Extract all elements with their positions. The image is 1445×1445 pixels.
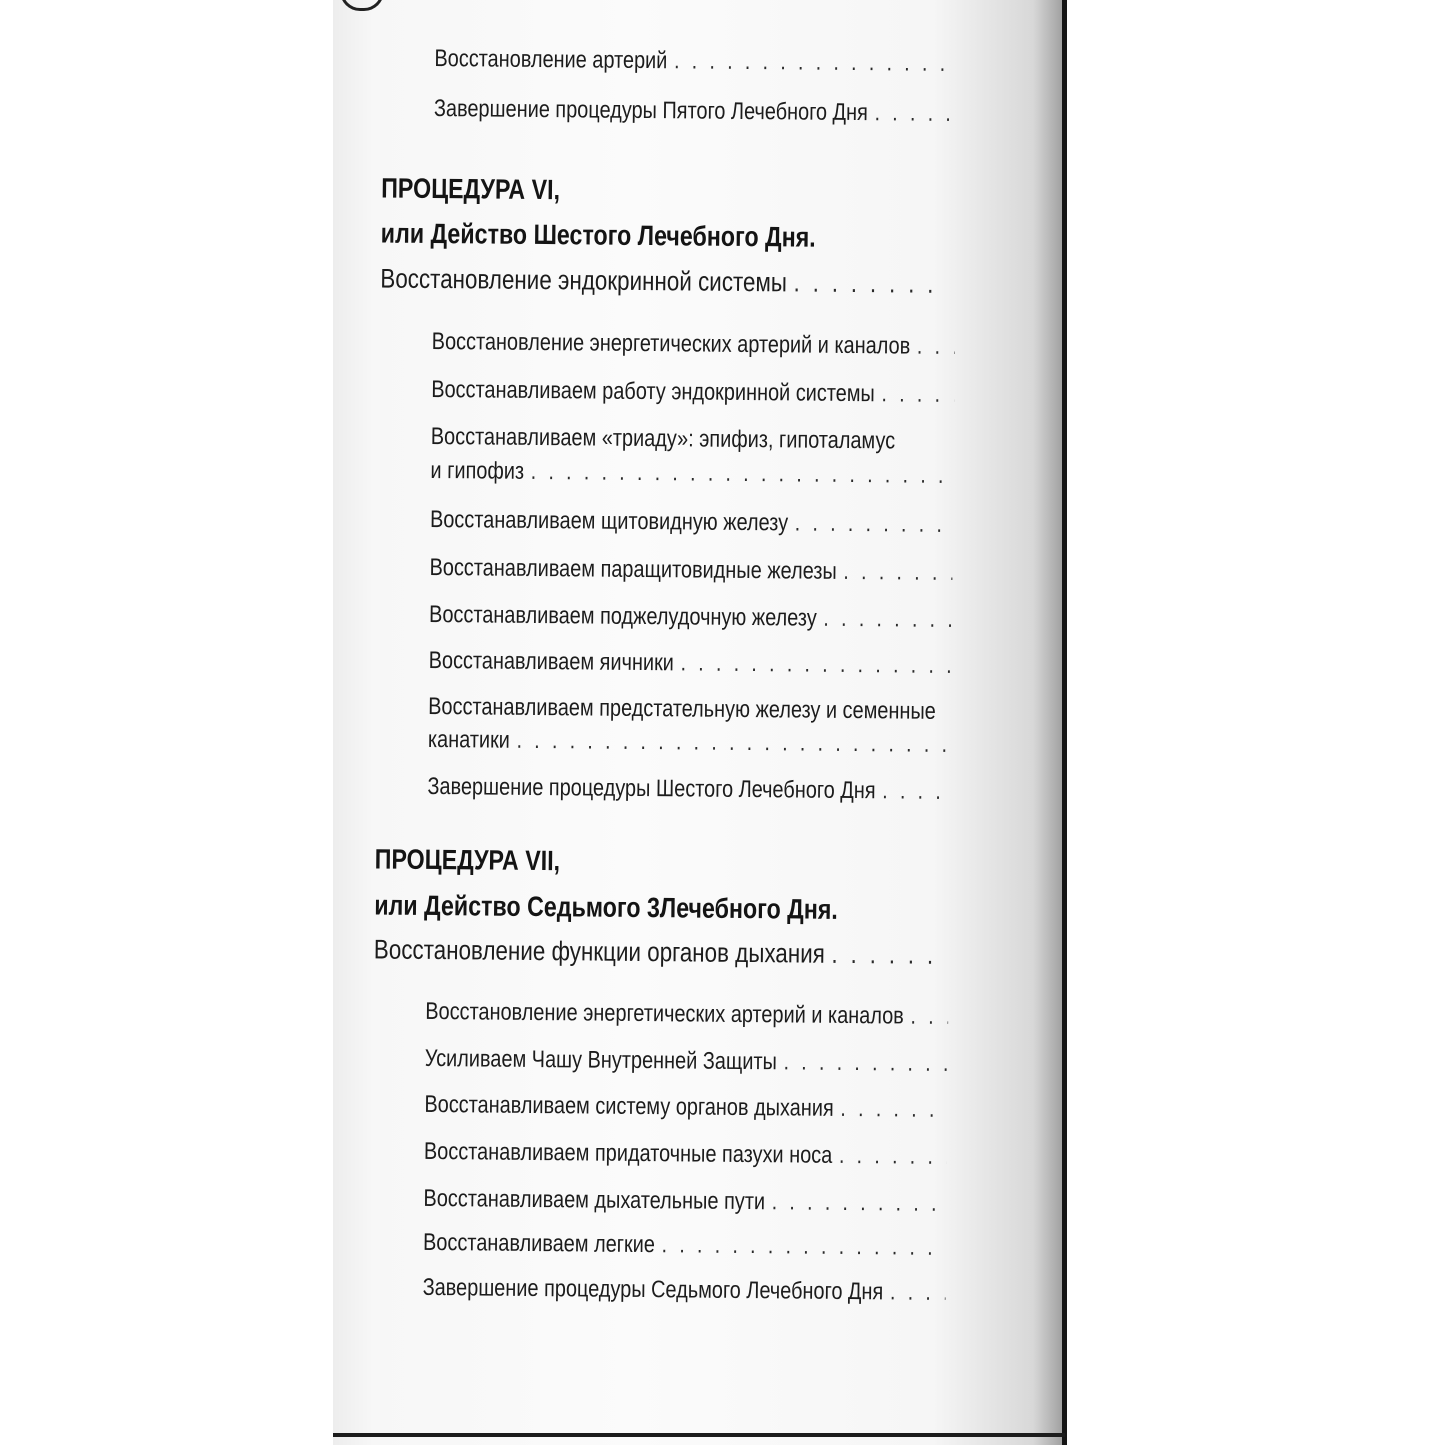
toc-entry [429,554,952,587]
toc-entry [425,998,948,1031]
toc-entry-title: Восстанавливаем легкие [422,1228,656,1259]
page-bottom-rule [333,1433,1065,1437]
dot-leader [874,99,957,128]
toc-entry-title: Восстанавливаем паращитовидные железы [429,553,837,585]
toc-entry [434,45,957,78]
dot-leader [793,267,946,299]
section-subtitle-entry [374,934,940,970]
toc-entry [431,376,954,409]
toc-entry-title-line2: и гипофиз [430,456,525,485]
toc-entry [428,726,951,759]
toc-entry-title: Восстанавливаем щитовидную железу [429,505,789,537]
book-spine-edge [1062,0,1067,1445]
section-heading-subline: или Действо Шестого Лечебного Дня. [380,217,816,253]
dot-leader [831,939,940,971]
book-page [333,0,1065,1445]
dot-leader [795,509,953,539]
toc-entry [425,1045,948,1078]
toc-entry [429,601,952,634]
dot-leader [680,649,951,680]
section-subtitle: Восстановление эндокринной системы [380,263,788,298]
toc-entry-title: Усиливаем Чашу Внутренней Защиты [424,1044,778,1076]
section-subtitle: Восстановление функции органов дыхания [373,934,826,969]
toc-entry [429,647,952,680]
toc-entry-title-line1: Восстанавливаем «триаду»: эпифиз, гипоталамус [430,422,896,455]
toc-entry-title: Восстанавливаем поджелудочную железу [428,600,817,632]
toc-entry [430,506,953,539]
dot-leader [910,1003,948,1031]
toc-entry [432,328,955,361]
dot-leader [531,458,954,490]
toc-entry [430,457,953,490]
toc-entry-title: Восстанавливаем работу эндокринной системы [431,375,875,408]
dot-leader [823,605,952,634]
dot-leader [881,380,954,409]
toc-entry [423,1274,946,1307]
dot-leader [674,47,958,78]
section-subtitle-entry [380,263,946,299]
toc-entry-title: Завершение процедуры Пятого Лечебного Дня [433,94,869,127]
toc-entry-title: Восстановление артерий [434,44,668,75]
toc-entry-title: Восстанавливаем дыхательные пути [423,1184,766,1216]
dot-leader [917,333,955,361]
section-heading: ПРОЦЕДУРА VII, [374,843,561,877]
dot-leader [890,1278,946,1307]
dot-leader [772,1188,947,1218]
toc-entry [423,1185,946,1218]
table-of-contents [333,0,1065,1445]
dot-leader [783,1048,947,1078]
toc-entry [424,1138,947,1171]
toc-entry-title: Восстанавливаем придаточные пазухи носа [423,1137,833,1169]
dot-leader [839,1142,947,1171]
section-heading-subline: или Действо Седьмого 3Лечебного Дня. [374,889,838,925]
toc-entry-title: Восстанавливаем систему органов дыхания [424,1090,834,1122]
toc-entry-title: Завершение процедуры Шестого Лечебного Дня [427,772,876,805]
toc-entry-title-line1: Восстанавливаем предстательную железу и семенные [428,692,936,725]
dot-leader [840,1095,947,1124]
toc-entry-title: Восстановление энергетических артерий и каналов [431,327,911,360]
toc-entry-title-line2: канатики [427,725,511,754]
dot-leader [882,777,950,806]
toc-entry [434,95,957,128]
toc-entry-title: Восстанавливаем яичники [428,646,675,677]
toc-entry [423,1229,946,1262]
section-heading: ПРОЦЕДУРА VI, [381,172,561,206]
dot-leader [661,1231,946,1262]
toc-entry-title: Восстановление энергетических артерий и каналов [425,997,904,1030]
toc-entry [427,773,950,806]
dot-leader [516,727,951,759]
toc-entry-title: Завершение процедуры Седьмого Лечебного Дня [422,1273,884,1306]
dot-leader [843,558,952,587]
toc-entry [424,1091,947,1124]
